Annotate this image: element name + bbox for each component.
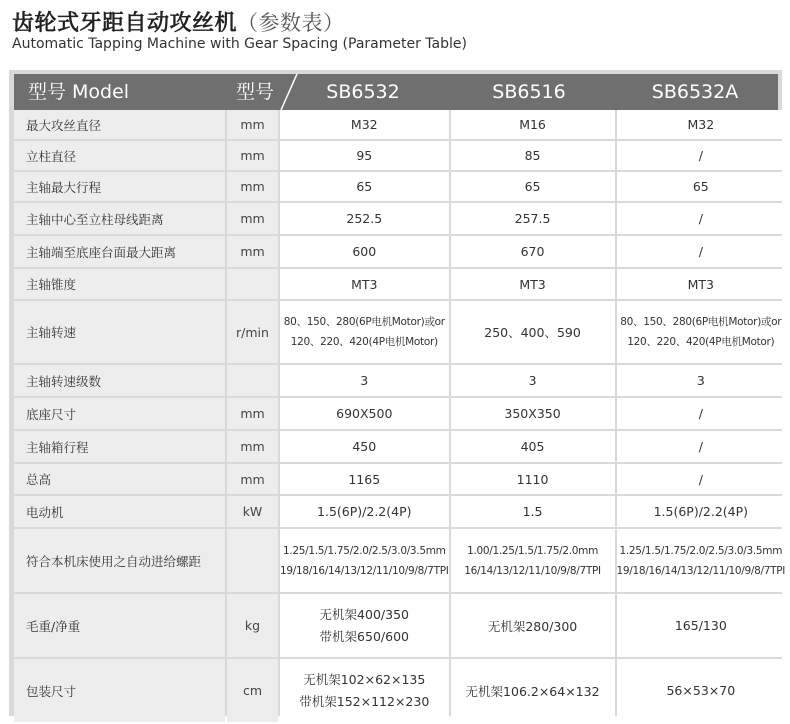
cell-sb6532: M32 — [280, 110, 449, 139]
cell-sb6532 — [280, 594, 449, 657]
cell-sb6532a: 3 — [617, 365, 786, 396]
cell-sb6516: 405 — [451, 431, 615, 462]
cell-sb6532: 3 — [280, 365, 449, 396]
cell-sb6532 — [280, 659, 449, 722]
table-row — [14, 659, 785, 722]
cell-sb6532a: 1.5(6P)/2.2(4P) — [617, 496, 786, 527]
cell-sb6532a: / — [617, 431, 786, 462]
table-row — [14, 269, 785, 299]
cell-line-1: 1.25/1.5/1.75/2.0/2.5/3.0/3.5mm — [619, 544, 783, 557]
header-model-cn: 型号 — [236, 81, 275, 103]
cell-sb6516: 670 — [451, 236, 615, 267]
row-label: 主轴中心至立柱母线距离 — [14, 203, 225, 234]
row-unit: cm — [227, 659, 278, 722]
table-row — [14, 496, 785, 527]
cell-sb6532: 252.5 — [280, 203, 449, 234]
row-unit: kW — [227, 496, 278, 527]
cell-sb6516: 250、400、590 — [451, 301, 615, 363]
row-unit: mm — [227, 431, 278, 462]
row-unit: kg — [227, 594, 278, 657]
row-unit — [227, 365, 278, 396]
cell-sb6532: 1.5(6P)/2.2(4P) — [280, 496, 449, 527]
cell-sb6516: M16 — [451, 110, 615, 139]
row-unit: mm — [227, 141, 278, 170]
cell-sb6532: 600 — [280, 236, 449, 267]
cell-line-2: 19/18/16/14/13/12/11/10/9/8/7TPI — [280, 564, 449, 577]
row-label: 最大攻丝直径 — [14, 110, 225, 139]
table-row — [14, 110, 785, 139]
cell-sb6532a: 56×53×70 — [617, 659, 786, 722]
cell-sb6532: 95 — [280, 141, 449, 170]
row-label: 包装尺寸 — [14, 659, 225, 722]
table-row — [14, 594, 785, 657]
cell-sb6532: 450 — [280, 431, 449, 462]
cell-line-1: 无机架400/350 — [319, 606, 409, 622]
cell-sb6532 — [280, 529, 449, 592]
cell-sb6516: 1.5 — [451, 496, 615, 527]
page-title — [12, 6, 345, 37]
cell-line-2: 120、220、420(4P电机Motor) — [627, 336, 775, 348]
cell-line-1: 80、150、280(6P电机Motor)或or — [620, 316, 782, 328]
cell-sb6516: 350X350 — [451, 398, 615, 429]
cell-sb6516: 无机架280/300 — [451, 594, 615, 657]
cell-sb6532a: M32 — [617, 110, 786, 139]
cell-sb6532a — [617, 301, 786, 363]
cell-sb6532: 1165 — [280, 464, 449, 494]
cell-sb6516: 85 — [451, 141, 615, 170]
table-row — [14, 141, 785, 170]
row-label: 底座尺寸 — [14, 398, 225, 429]
title-paren: （参数表） — [237, 11, 345, 35]
table-row — [14, 203, 785, 234]
table-row — [14, 398, 785, 429]
cell-sb6516: MT3 — [451, 269, 615, 299]
row-unit — [227, 269, 278, 299]
cell-sb6516: 3 — [451, 365, 615, 396]
cell-sb6516: 65 — [451, 172, 615, 201]
cell-sb6532a: 165/130 — [617, 594, 786, 657]
row-label: 毛重/净重 — [14, 594, 225, 657]
header-col-sb6532a: SB6532A — [651, 81, 739, 103]
cell-sb6532a: / — [617, 464, 786, 494]
header-col-sb6532: SB6532 — [326, 81, 400, 103]
page-subtitle: Automatic Tapping Machine with Gear Spacing (Parameter Table) — [12, 36, 467, 52]
cell-line-2: 19/18/16/14/13/12/11/10/9/8/7TPI — [616, 564, 786, 577]
cell-sb6532: 65 — [280, 172, 449, 201]
row-label: 主轴转速 — [14, 301, 225, 363]
cell-line-2: 120、220、420(4P电机Motor) — [290, 336, 438, 348]
cell-sb6532a: / — [617, 141, 786, 170]
row-label: 主轴端至底座台面最大距离 — [14, 236, 225, 267]
row-label: 立柱直径 — [14, 141, 225, 170]
row-unit: mm — [227, 110, 278, 139]
cell-line-2: 16/14/13/12/11/10/9/8/7TPI — [464, 564, 601, 577]
row-unit: r/min — [227, 301, 278, 363]
row-label: 主轴最大行程 — [14, 172, 225, 201]
table-row — [14, 365, 785, 396]
row-label: 电动机 — [14, 496, 225, 527]
cell-sb6532a: 65 — [617, 172, 786, 201]
cell-line-2: 带机架650/600 — [319, 628, 409, 644]
row-unit: mm — [227, 236, 278, 267]
row-label: 主轴锥度 — [14, 269, 225, 299]
cell-sb6516: 257.5 — [451, 203, 615, 234]
cell-sb6516 — [451, 529, 615, 592]
row-unit: mm — [227, 398, 278, 429]
table-row — [14, 172, 785, 201]
row-unit: mm — [227, 464, 278, 494]
row-label: 主轴箱行程 — [14, 431, 225, 462]
cell-line-1: 1.00/1.25/1.5/1.75/2.0mm — [467, 544, 599, 557]
table-row — [14, 431, 785, 462]
cell-sb6516: 无机架106.2×64×132 — [451, 659, 615, 722]
table-header — [14, 74, 778, 110]
table-row — [14, 529, 785, 592]
cell-sb6532a — [617, 529, 786, 592]
cell-sb6532 — [280, 301, 449, 363]
row-unit: mm — [227, 172, 278, 201]
table-row — [14, 301, 785, 363]
cell-line-1: 1.25/1.5/1.75/2.0/2.5/3.0/3.5mm — [282, 544, 446, 557]
cell-sb6532a: / — [617, 236, 786, 267]
row-unit: mm — [227, 203, 278, 234]
header-col-sb6516: SB6516 — [492, 81, 566, 103]
row-unit — [227, 529, 278, 592]
cell-sb6532a: / — [617, 398, 786, 429]
cell-line-1: 无机架102×62×135 — [303, 671, 426, 687]
row-label: 总高 — [14, 464, 225, 494]
table-row — [14, 236, 785, 267]
cell-sb6532: 690X500 — [280, 398, 449, 429]
cell-sb6532: MT3 — [280, 269, 449, 299]
header-model-label: 型号 Model — [28, 81, 130, 103]
cell-sb6532a: MT3 — [617, 269, 786, 299]
row-label: 符合本机床使用之自动进给螺距 — [14, 529, 225, 592]
cell-sb6516: 1110 — [451, 464, 615, 494]
cell-sb6532a: / — [617, 203, 786, 234]
parameter-table — [12, 108, 787, 724]
title-main: 齿轮式牙距自动攻丝机 — [12, 11, 238, 36]
row-label: 主轴转速级数 — [14, 365, 225, 396]
cell-line-1: 80、150、280(6P电机Motor)或or — [283, 316, 445, 328]
cell-line-2: 带机架152×112×230 — [299, 693, 430, 709]
table-row — [14, 464, 785, 494]
